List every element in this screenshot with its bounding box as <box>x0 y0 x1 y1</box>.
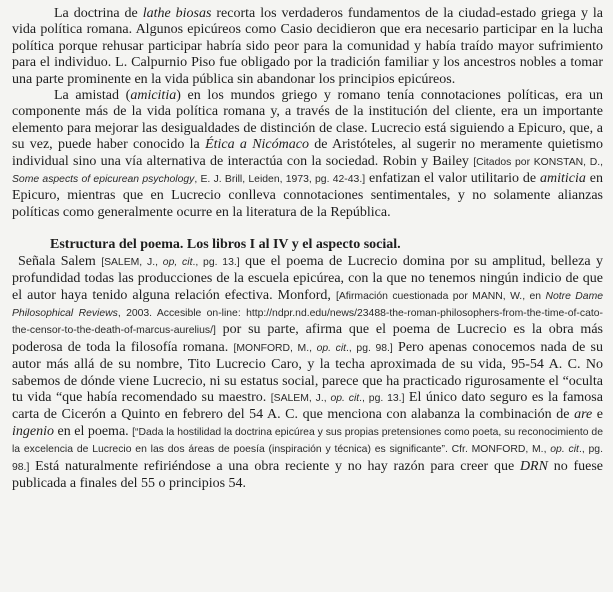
text: recorta los verdaderos fundamentos de la ciudad-estado griega y la vida política romana. Algunos epicúreos como Casio decidieron que era necesario participar en la lucha política porque rehusar participar habría sido peor para la comunidad y había traído mayor sufrimiento para el individuo. L. Calpurnio Piso fue obligado por la tradición familiar y los ancestros nobles a tomar una parte prominente en la vida pública sin abandonar los principios epicúreos. <box>12 6 603 87</box>
paragraph-amicitia <box>12 88 603 221</box>
text: en el poema. <box>54 423 133 439</box>
italic-term: are <box>574 407 593 423</box>
paragraph-lathe-biosas <box>12 6 603 88</box>
citation-italic: op. cit <box>316 342 347 354</box>
citation-text: ., pg. 98.] <box>346 342 393 354</box>
citation-italic: Some aspects of epicurean psychology <box>12 174 195 186</box>
citation-text: [Afirmación cuestionada por MANN, W., en <box>335 290 546 302</box>
citation-text: [Citados por KONSTAN, D., <box>473 156 603 168</box>
text: Pero apenas conocemos nada de su autor más allá de su nombre, Tito Lucrecio Caro, y la techa aproximada de su vida, 95-54 A. C. No sabemos de dónde viene Lucrecio, ni su estatus social, parece que ha practicado rigurosamente el “oculta tu vida “que había recomendado su maestro. <box>12 339 603 405</box>
citation-italic: op. cit <box>330 392 360 404</box>
paragraph-salem <box>12 254 603 493</box>
citation-salem-2 <box>271 393 405 404</box>
text: por su parte, afirma que el poema de Lucrecio es la obra más poderosa de toda la filosofía romana. <box>12 322 603 355</box>
section-heading: Estructura del poema. Los libros I al IV y el aspecto social. <box>50 237 401 253</box>
citation-text: [MONFORD, M., <box>233 342 317 354</box>
italic-term: amiticia <box>540 171 586 187</box>
citation-salem <box>101 257 239 268</box>
citation-text: [SALEM, J., <box>270 392 331 404</box>
italic-term: lathe biosas <box>142 6 212 21</box>
citation-text: , E. J. Brill, Leiden, 1973, pg. 42-43.] <box>194 174 366 186</box>
text: Está naturalmente refiriéndose a una obra reciente y no hay razón para creer que <box>29 458 520 474</box>
text: e <box>592 407 604 423</box>
citation-text: [SALEM, J., <box>101 256 163 268</box>
citation-text: ., pg. 13.] <box>359 392 405 404</box>
text: no fuese publicada a finales del 55 o principios 54. <box>12 458 603 491</box>
citation-text: ., pg. 98.] <box>12 444 603 473</box>
text: Señala Salem <box>18 253 102 269</box>
text: de Aristóteles, al sugerir no meramente quietismo individual sino una vía alternativa de interactúa con la sociedad. Robin y Bailey <box>12 137 604 169</box>
text: enfatizan el valor utilitario de <box>365 171 541 187</box>
italic-title: Ética a Nicómaco <box>205 137 309 153</box>
text: La amistad ( <box>54 88 131 104</box>
citation-italic: Notre Dame Philosophical Reviews <box>12 290 604 319</box>
citation-text: ., pg. 13.] <box>192 256 240 268</box>
spacer <box>12 221 603 237</box>
text: La doctrina de <box>54 6 143 21</box>
italic-term: amicitia <box>130 88 177 104</box>
text: El único dato seguro es la famosa carta de Cicerón a Quinto en febrero del 54 A. C. que menciona con alabanza la combinación de <box>12 389 603 423</box>
citation-text: , 2003. Accesible on-line: http://ndpr.nd.edu/news/23488-the-roman-philosophers-from-the-time-of-cato-the-censor-to-the-death-of-marcus-aurelius/] <box>12 307 603 337</box>
citation-monford <box>233 343 392 354</box>
citation-text: [“Dada la hostilidad la doctrina epicúrea y sus propias pretensiones como poeta, su reconocimiento de la excelencia de Lucrecio en las dos áreas de poesía (inspiración y técnica) es significante”. Cfr. MONFORD, M., <box>12 426 603 456</box>
citation-italic: op. cit <box>550 444 579 456</box>
italic-term: DRN <box>519 458 548 474</box>
text: que el poema de Lucrecio domina por su amplitud, belleza y profundidad todas las producciones de la escuela epicúrea, con la que no tenemos ningún indicio de que el autor haya tenido alguna relación efectiva. Monford, <box>12 253 603 303</box>
citation-italic: op, cit <box>162 256 193 268</box>
text: en Epicuro, mientras que en Lucrecio conlleva connotaciones sentimentales, y no solamente alianzas políticas como generalmente ocurre en la literatura de la República. <box>12 171 604 220</box>
italic-term: ingenio <box>12 423 54 439</box>
text: ) en los mundos griego y romano tenía connotaciones políticas, era un componente más de la vida política romana y, a través de la institución del cliente, era un importante elemento para mejorar las desigualdades de distinción de clase. Lucrecio está siguiendo a Epicuro, que, a su vez, puede haber conocido la <box>12 88 603 153</box>
